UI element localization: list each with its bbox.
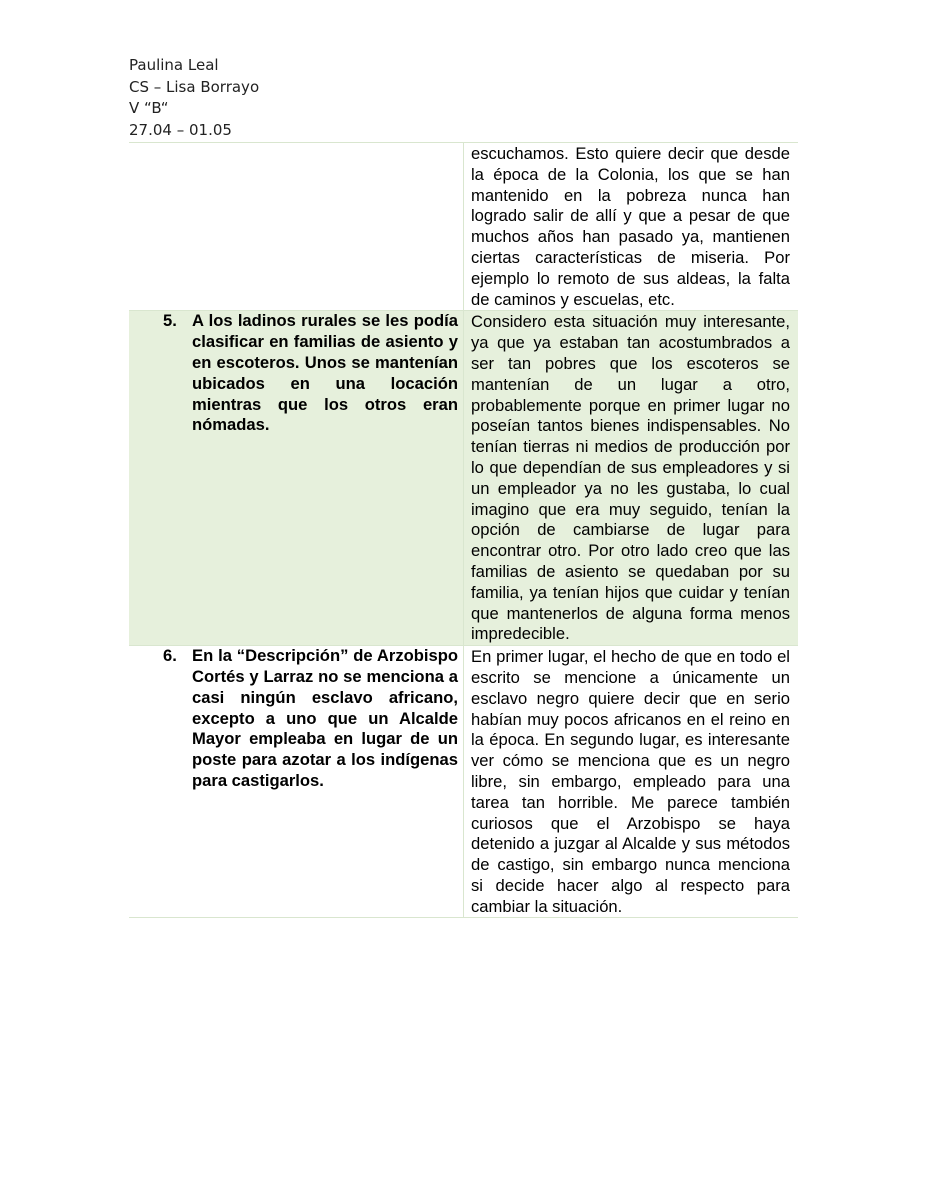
document-header <box>129 55 259 141</box>
answer-cell <box>464 311 799 646</box>
question-cell <box>129 646 464 918</box>
table-row <box>129 311 798 646</box>
date-range: 27.04 – 01.05 <box>129 120 232 139</box>
answer-text: Considero esta situación muy interesante, ya que ya estaban tan acostumbrados a ser tan pobres que los escoteros se mantenían de un lugar a otro, probablemente porque en primer lugar no poseían tantos bienes indispensables. No tenían tierras ni medios de producción por lo que dependían de sus empleadores y si un empleador ya no les gustaba, lo cual imagino que era muy seguido, tenían la opción de cambiarse de lugar para encontrar otro. Por otro lado creo que las familias de asiento se quedaban por su familia, ya tenían hijos que cuidar y tenían que mantenerlos de alguna forma menos impredecible. <box>471 312 790 644</box>
grade-section: V “B“ <box>129 99 169 117</box>
student-name: Paulina Leal <box>129 56 219 74</box>
course-name: CS – Lisa Borrayo <box>129 77 260 96</box>
answer-cell <box>464 143 799 311</box>
table-row <box>129 646 798 918</box>
question-text: En la “Descripción” de Arzobispo Cortés y Larraz no se menciona a casi ningún esclavo africano, excepto a uno que un Alcalde Mayor empleaba en lugar de un poste para azotar a los indígenas para castigarlos. <box>192 646 458 790</box>
table-row <box>129 143 798 311</box>
answer-text: En primer lugar, el hecho de que en todo el escrito se mencione a únicamente un esclavo negro quiere decir que en serio habían muy pocos africanos en el reino en la época. En segundo lugar, es interesante ver cómo se menciona que es un negro libre, sin embargo, empleado para una tarea tan horrible. Me parece también curiosos que el Arzobispo se haya detenido a juzgar al Alcalde y sus métodos de castigo, sin embargo nunca menciona si decide hacer algo al respecto para cambiar la situación. <box>471 647 790 916</box>
question-number: 5. <box>163 311 177 331</box>
answer-cell <box>464 646 799 918</box>
question-answer-table <box>129 142 798 918</box>
question-cell <box>129 143 464 311</box>
question-number: 6. <box>163 646 177 666</box>
question-cell <box>129 311 464 646</box>
answer-text: escuchamos. Esto quiere decir que desde la época de la Colonia, los que se han mantenido en la pobreza nunca han logrado salir de allí y que a pesar de que muchos años han pasado ya, mantienen ciertas características de miseria. Por ejemplo lo remoto de sus aldeas, la falta de caminos y escuelas, etc. <box>471 144 790 309</box>
question-text: A los ladinos rurales se les podía clasificar en familias de asiento y en escoteros. Unos se mantenían ubicados en una locación mientras que los otros eran nómadas. <box>192 311 458 435</box>
